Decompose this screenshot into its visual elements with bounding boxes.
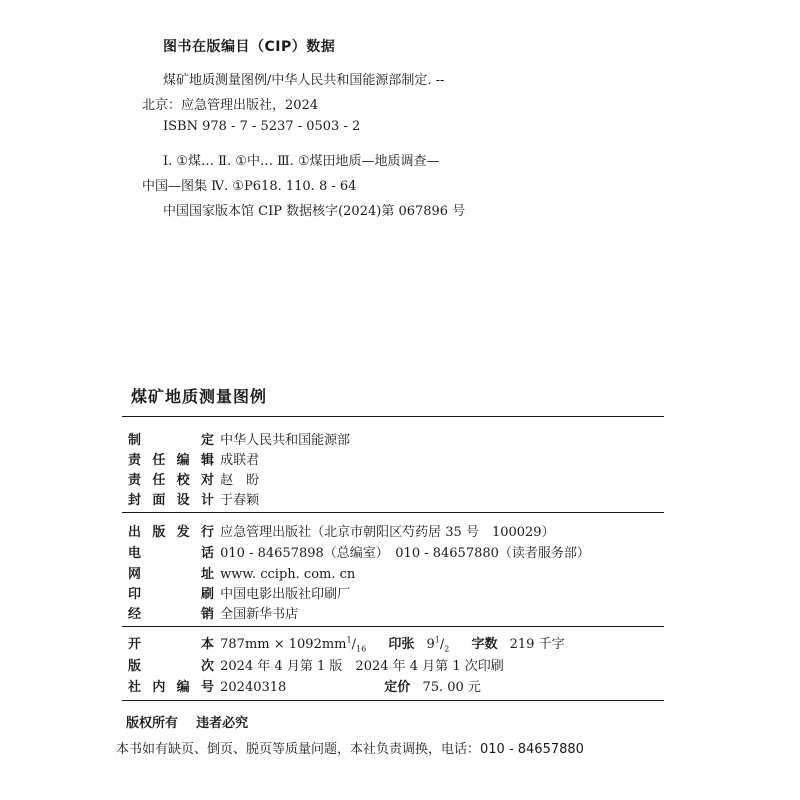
phone-label: 电 话 xyxy=(128,546,214,561)
credit-label: 制 定 xyxy=(128,433,214,448)
sheets-label: 印张 xyxy=(388,637,415,652)
publisher-row xyxy=(128,521,555,540)
distributor-value: 全国新华书店 xyxy=(220,607,299,622)
code-label: 社内编号 xyxy=(128,680,214,695)
website-row xyxy=(128,563,355,582)
credit-value: 成联君 xyxy=(220,453,260,468)
publisher-label: 出版发行 xyxy=(128,525,214,540)
printer-label: 印 刷 xyxy=(128,587,214,602)
phone-row xyxy=(128,542,590,561)
cip-line-2: 北京：应急管理出版社，2024 xyxy=(142,98,319,113)
printer-row xyxy=(128,583,350,602)
price-label: 定价 xyxy=(384,680,411,695)
credit-row-editor xyxy=(128,449,259,468)
credit-value: 赵 盼 xyxy=(220,473,260,488)
distributor-label: 经 销 xyxy=(128,607,214,622)
printer-value: 中国电影出版社印刷厂 xyxy=(220,587,351,602)
credit-label: 责任校对 xyxy=(128,473,214,488)
credit-value: 于春颖 xyxy=(220,493,260,508)
website-value: www. cciph. com. cn xyxy=(220,567,356,582)
edition-label: 版 次 xyxy=(128,659,214,674)
publisher-value: 应急管理出版社（北京市朝阳区芍药居 35 号 100029） xyxy=(220,525,555,540)
cip-line-3-isbn: ISBN 978 - 7 - 5237 - 0503 - 2 xyxy=(163,119,361,134)
book-title: 煤矿地质测量图例 xyxy=(131,387,268,406)
cip-heading: 图书在版编目（CIP）数据 xyxy=(163,39,336,55)
credit-value: 中华人民共和国能源部 xyxy=(220,433,351,448)
format-value: $787mm \times 1092mm^1/_{16}$ xyxy=(220,635,367,654)
divider-specs xyxy=(122,700,664,701)
format-label: 开 本 xyxy=(128,637,214,652)
divider-top xyxy=(122,416,664,417)
copyright-line xyxy=(126,712,248,731)
edition-row xyxy=(128,655,504,674)
website-label: 网 址 xyxy=(128,567,214,582)
cip-line-6: 中国国家版本馆 CIP 数据核字(2024)第 067896 号 xyxy=(163,204,466,219)
sheets-value: $9^1/_2$ xyxy=(426,635,450,654)
words-label: 字数 xyxy=(471,637,498,652)
code-row xyxy=(128,676,481,695)
phone-value: 010 - 84657898（总编室） 010 - 84657880（读者服务部） xyxy=(220,546,590,561)
copyright-label: 版权所有 xyxy=(126,716,179,731)
words-value: 219 千字 xyxy=(509,637,565,652)
cip-line-1: 煤矿地质测量图例/中华人民共和国能源部制定. -- xyxy=(163,73,445,88)
cip-line-4: Ⅰ. ①煤… Ⅱ. ①中… Ⅲ. ①煤田地质—地质调查— xyxy=(163,154,440,169)
defect-notice: 本书如有缺页、倒页、脱页等质量问题，本社负责调换，电话：010 - 84657880 xyxy=(116,742,584,757)
credit-label: 封面设计 xyxy=(128,493,214,508)
price-value: 75. 00 元 xyxy=(422,680,481,695)
credit-row-maker xyxy=(128,429,350,448)
code-value: 20240318 xyxy=(220,680,287,695)
distributor-row xyxy=(128,603,298,622)
credit-row-proofreader xyxy=(128,469,259,488)
divider-credits xyxy=(122,512,664,513)
divider-publisher xyxy=(122,626,664,627)
credit-label: 责任编辑 xyxy=(128,453,214,468)
copyright-value: 违者必究 xyxy=(196,716,249,731)
credit-row-cover-design xyxy=(128,489,259,508)
edition-value: 2024 年 4 月第 1 版 2024 年 4 月第 1 次印刷 xyxy=(220,659,504,674)
format-row xyxy=(128,633,565,654)
cip-line-5: 中国—图集 Ⅳ. ①P618. 110. 8 - 64 xyxy=(142,179,357,194)
